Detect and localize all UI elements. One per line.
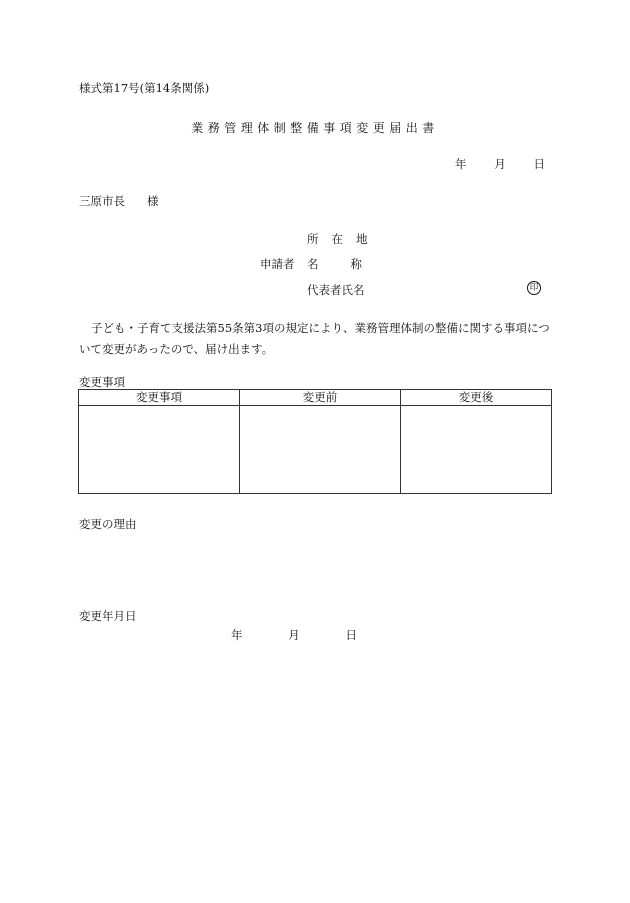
changes-table [78, 389, 552, 494]
document-title: 業務管理体制整備事項変更届出書 [191, 121, 439, 135]
changes-section-label: 変更事項 [79, 375, 125, 389]
cell-after[interactable] [401, 406, 552, 494]
address-field-label: 所在地 [307, 232, 381, 246]
column-header-after: 変更後 [401, 390, 552, 406]
seal-mark: 印 [527, 281, 541, 295]
table-row [79, 406, 552, 494]
applicant-label: 申請者 [260, 257, 295, 271]
submission-date [455, 156, 545, 172]
date-month-label: 月 [494, 157, 506, 171]
cell-before[interactable] [240, 406, 401, 494]
cell-change-item[interactable] [79, 406, 240, 494]
column-header-item: 変更事項 [79, 390, 240, 406]
column-header-before: 変更前 [240, 390, 401, 406]
date-year-label: 年 [455, 157, 467, 171]
reason-section-label: 変更の理由 [79, 517, 137, 531]
addressee-honorific: 様 [147, 194, 159, 208]
representative-field-label: 代表者氏名 [307, 283, 365, 297]
name-field-label: 名称 [307, 257, 394, 271]
addressee [79, 193, 159, 209]
change-date-year-label: 年 [231, 628, 243, 642]
addressee-name: 三原市長 [79, 194, 125, 208]
date-day-label: 日 [533, 157, 545, 171]
change-date-label: 変更年月日 [79, 609, 137, 623]
change-date-month-label: 月 [288, 628, 300, 642]
change-date [231, 627, 357, 643]
change-date-day-label: 日 [345, 628, 357, 642]
form-number: 様式第17号(第14条関係) [79, 81, 210, 95]
declaration-text: 子ども・子育て支援法第55条第3項の規定により、業務管理体制の整備に関する事項について変更があったので、届け出ます。 [79, 321, 550, 356]
